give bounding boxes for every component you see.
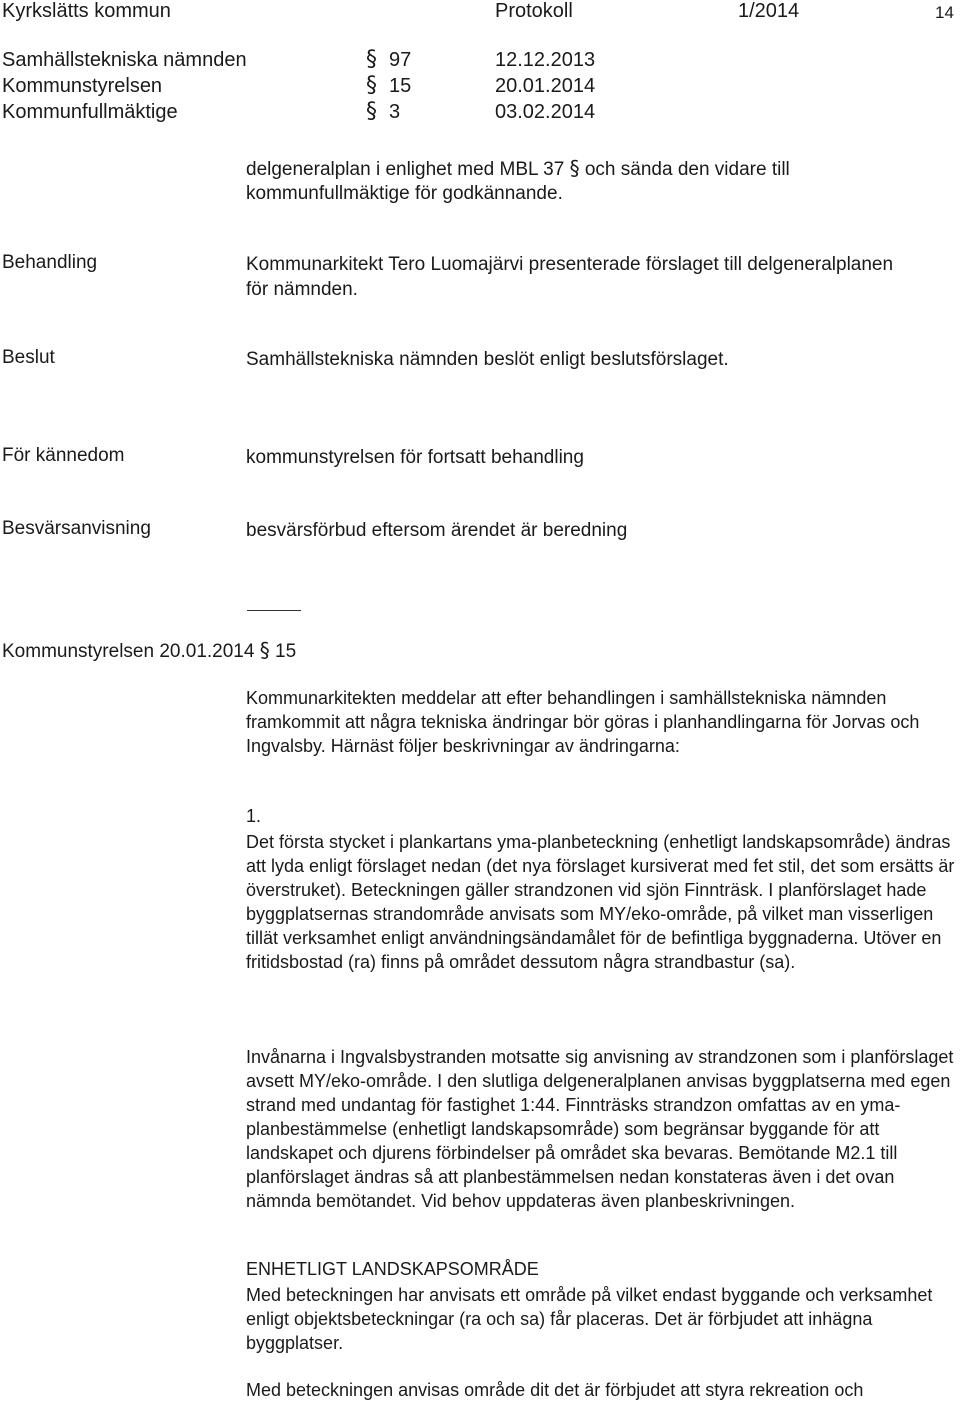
label-behandling: Behandling: [2, 252, 98, 273]
meeting-date: 20.01.2014: [495, 75, 596, 97]
beslut-text: Samhällstekniska nämnden beslöt enligt beslutsförslaget.: [246, 349, 729, 370]
meeting-section: 15: [389, 75, 412, 97]
behandling-line-1: Kommunarkitekt Tero Luomajärvi presenterade förslaget till delgeneralplanen: [246, 254, 894, 275]
section-sign: §: [366, 73, 377, 98]
meeting-body: Kommunstyrelsen: [2, 75, 163, 97]
intro-line-2: kommunfullmäktige för godkännande.: [246, 183, 563, 204]
section-sign: §: [569, 156, 580, 180]
section-sign: §: [366, 47, 377, 72]
behandling-line-2: för nämnden.: [246, 279, 358, 300]
meeting-body: Kommunfullmäktige: [2, 101, 178, 123]
section-sign: §: [366, 99, 377, 124]
paragraph-change-1: Det första stycket i plankartans yma-planbeteckning (enhetligt landskapsområde) ändras att lyda enligt förslaget nedan (det nya förslaget kursiverat med fet stil, det som ersätts är överstruket). Beteckningen gäller strandzonen vid sjön Finnträsk. I planförslaget hade byggplatsernas strandområde anvisats som MY/eko-område, på vilket man visserligen tillät verksamhet enligt användningsändamålet för de befintliga byggnaderna. Utöver en fritidsbostad (ra) finns på området dessutom några strandbastur (sa).: [246, 832, 955, 972]
ks-section-heading: Kommunstyrelsen 20.01.2014 § 15: [2, 638, 297, 662]
meeting-section: 97: [389, 49, 412, 71]
page-number: 14: [935, 3, 954, 22]
meeting-body: Samhällstekniska nämnden: [2, 49, 247, 71]
label-for-kannedom: För kännedom: [2, 445, 125, 466]
doc-type: Protokoll: [495, 0, 573, 22]
paragraph-intro: Kommunarkitekten meddelar att efter behandlingen i samhällstekniska nämnden framkommit att några tekniska ändringar bör göras i planhandlingarna för Jorvas och Ingvalsby. Härnäst följer beskrivningar av ändringarna:: [246, 688, 920, 756]
item-number: 1.: [246, 806, 262, 826]
section-sign: §: [259, 638, 270, 662]
paragraph-cutoff: Med beteckningen anvisas område dit det är förbjudet att styra rekreation och: [246, 1380, 864, 1400]
separator-rule: [247, 610, 301, 611]
meeting-date: 03.02.2014: [495, 101, 596, 123]
org-name: Kyrkslätts kommun: [2, 0, 171, 22]
kannedom-text: kommunstyrelsen för fortsatt behandling: [246, 447, 584, 468]
paragraph-inhabitants: Invånarna i Ingvalsbystranden motsatte sig anvisning av strandzonen som i planförslaget avsett MY/eko-område. I den slutliga delgeneralplanen anvisas byggplatserna med egen strand med undantag för fastighet 1:44. Finnträsks strandzon omfattas av en yma-planbestämmelse (enhetligt landskapsområde) som begränsar byggande för att landskapet och djurens förbindelser på området ska bevaras. Bemötande M2.1 till planförslaget ändras så att planbestämmelsen nedan konstateras även i det ovan nämnda bemötandet. Vid behov uppdateras även planbeskrivningen.: [246, 1047, 954, 1211]
regulation-heading: ENHETLIGT LANDSKAPSOMRÅDE: [246, 1259, 539, 1279]
paragraph-regulation: Med beteckningen har anvisats ett område på vilket endast byggande och verksamhet enligt objektsbeteckningar (ra och sa) får placeras. Det är förbjudet att inhägna byggplatser.: [246, 1285, 933, 1353]
label-besvarsanvisning: Besvärsanvisning: [2, 518, 151, 539]
doc-number: 1/2014: [738, 0, 800, 22]
intro-line-1: delgeneralplan i enlighet med MBL 37 § och sända den vidare till: [246, 156, 790, 180]
label-beslut: Beslut: [2, 347, 55, 368]
meeting-section: 3: [389, 101, 401, 123]
besvar-text: besvärsförbud eftersom ärendet är beredning: [246, 520, 628, 541]
meeting-date: 12.12.2013: [495, 49, 596, 71]
